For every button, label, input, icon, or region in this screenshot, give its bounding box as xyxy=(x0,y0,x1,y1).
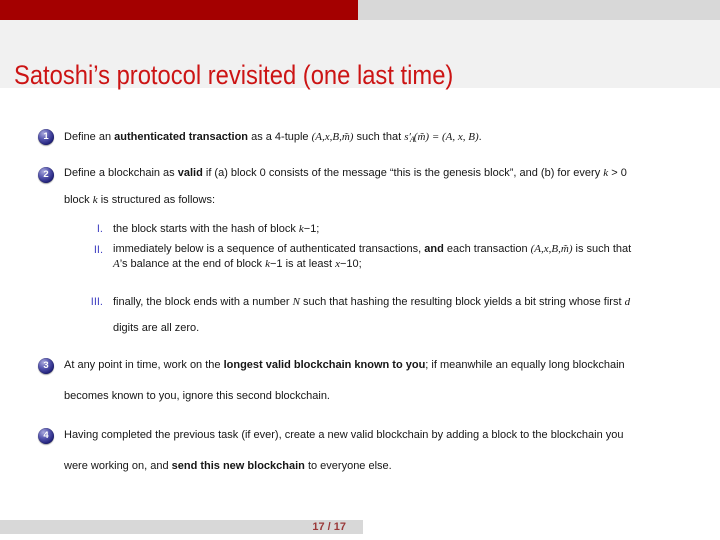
subitem-ii-line-2: A’s balance at the end of block k−1 is at least x−10; xyxy=(113,258,362,270)
page-number: 17 / 17 xyxy=(312,521,346,533)
item-2-line-1: Define a blockchain as valid if (a) block 0 consists of the message “this is the genesis block”, and (b) for every k > 0 xyxy=(64,167,627,179)
subitem-i-label: I. xyxy=(96,223,103,235)
item-4-text xyxy=(64,420,674,482)
item-3-text xyxy=(64,350,674,412)
header-gray-bar xyxy=(358,0,720,20)
item-1-line-1: Define an authenticated transaction as a 4-tuple (A,x,B,m̃) such that s′A(m̃) = (A, x, B). xyxy=(64,131,482,144)
title-band xyxy=(0,20,720,88)
subitem-iii-label: III. xyxy=(90,296,103,308)
item-3-line-1: At any point in time, work on the longest valid blockchain known to you; if meanwhile an equally long blockchain xyxy=(64,359,625,371)
item-1-badge: 1 xyxy=(38,129,54,145)
item-2-line-2: block k is structured as follows: xyxy=(64,194,216,206)
subitem-ii-line-1: immediately below is a sequence of authenticated transactions, and each transaction (A,x,B,m̃) is such that xyxy=(113,243,632,255)
item-4-badge: 4 xyxy=(38,428,54,444)
slide-title: Satoshi’s protocol revisited (one last time) xyxy=(14,60,454,90)
subitem-iii-line-1: finally, the block ends with a number N such that hashing the resulting block yields a bit string whose first d xyxy=(113,296,631,308)
subitem-iii-text xyxy=(113,289,673,341)
item-2-badge: 2 xyxy=(38,167,54,183)
subitem-ii-label: II. xyxy=(93,244,103,256)
subitem-ii-text xyxy=(113,242,673,272)
subitem-i-line-1: the block starts with the hash of block k−1; xyxy=(113,223,320,235)
header-accent-bar xyxy=(0,0,358,20)
item-3-badge: 3 xyxy=(38,358,54,374)
item-2-text xyxy=(64,160,674,214)
subitem-iii-line-2: digits are all zero. xyxy=(113,322,200,334)
item-3-line-2: becomes known to you, ignore this second blockchain. xyxy=(64,390,330,402)
subitem-i-text xyxy=(113,221,673,237)
item-1-text xyxy=(64,129,674,148)
item-4-line-1: Having completed the previous task (if ever), create a new valid blockchain by adding a block to the blockchain you xyxy=(64,429,624,441)
item-4-line-2: were working on, and send this new blockchain to everyone else. xyxy=(64,460,392,472)
footer-bar xyxy=(0,520,363,534)
